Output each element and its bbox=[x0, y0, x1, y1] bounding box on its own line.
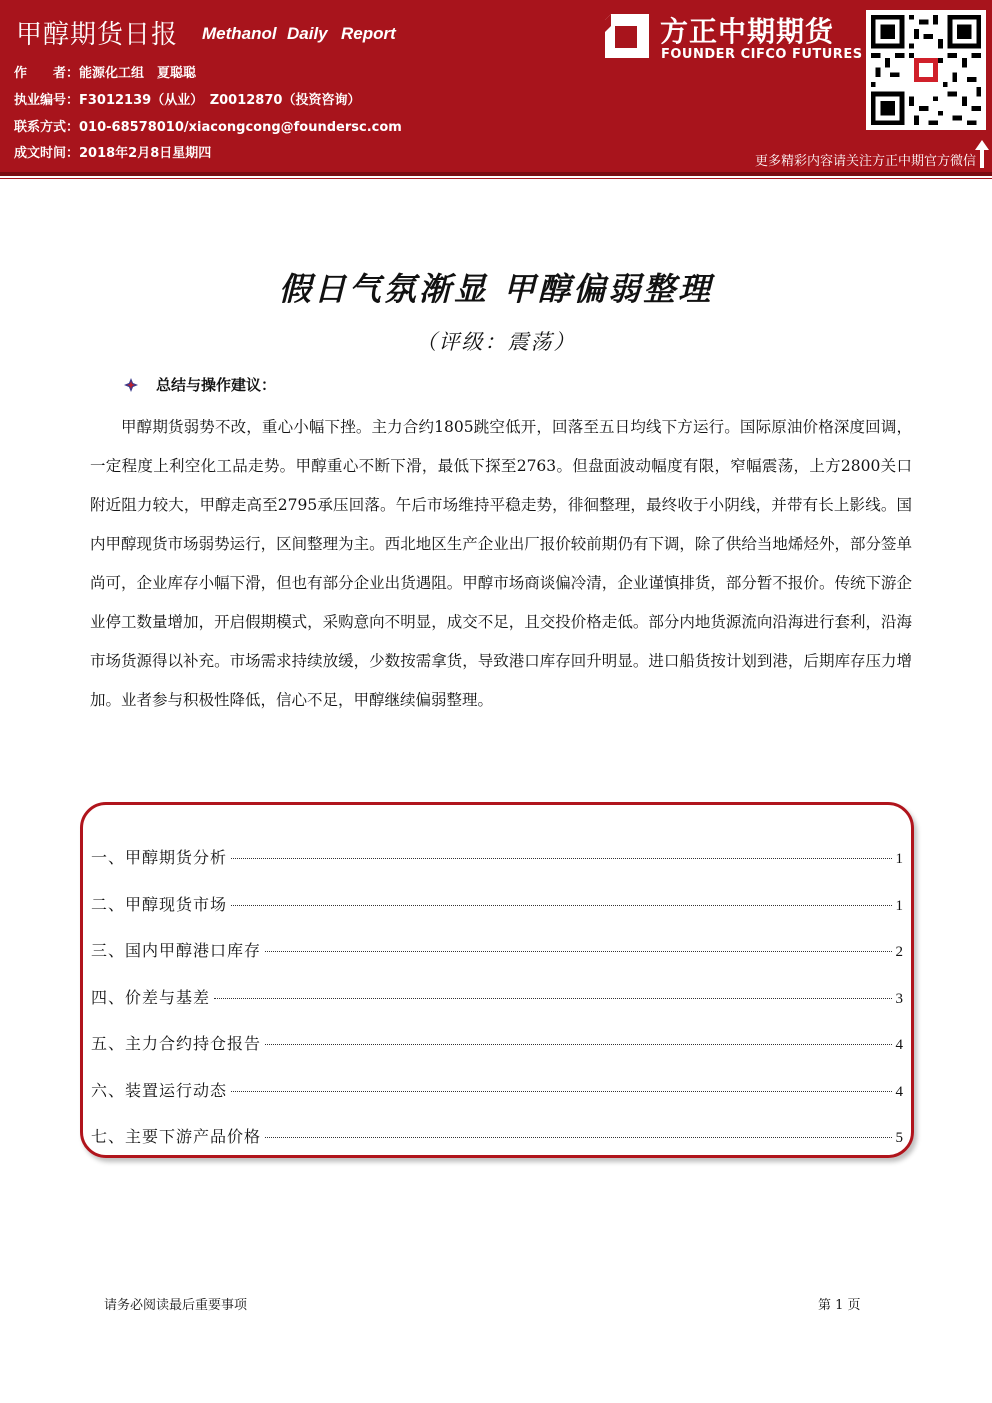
toc-leader bbox=[265, 950, 891, 952]
toc-leader bbox=[214, 997, 891, 999]
toc-item-label: 四、价差与基差 bbox=[91, 987, 211, 1007]
diamond-bullet-icon bbox=[124, 378, 138, 392]
toc-item-label: 五、主力合约持仓报告 bbox=[91, 1034, 262, 1053]
header-divider-thin bbox=[0, 178, 992, 179]
toc-item-page: 1 bbox=[895, 851, 903, 867]
arrow-up-icon bbox=[974, 138, 990, 170]
license-line: 执业编号：F3012139（从业） Z0012870（投资咨询） bbox=[14, 93, 361, 108]
toc-item[interactable] bbox=[91, 985, 903, 1032]
toc-item[interactable] bbox=[91, 938, 903, 985]
footer-page-number: 第 1 页 bbox=[818, 1298, 861, 1313]
toc-leader bbox=[231, 904, 891, 906]
founder-logo-icon bbox=[603, 12, 651, 60]
toc-item-page: 2 bbox=[895, 944, 903, 960]
report-title-cn: 甲醇期货日报 bbox=[16, 20, 179, 50]
toc-item[interactable] bbox=[91, 845, 903, 892]
report-title-en-word: Daily bbox=[287, 24, 328, 43]
toc-item[interactable] bbox=[91, 1078, 903, 1125]
summary-paragraph: 甲醇期货弱势不改，重心小幅下挫。主力合约1805跳空低开，回落至五日均线下方运行。国际原油价格深度回调，一定程度上利空化工品走势。甲醇重心不断下滑，最低下探至2763。但盘面波动幅度有限，窄幅震荡，上方2800关口附近阻力较大，甲醇走高至2795承压回落。午后市场维持平稳走势，徘徊整理，最终收于小阴线，并带有长上影线。国内甲醇现货市场弱势运行，区间整理为主。西北地区生产企业出厂报价较前期仍有下调，除了供给当地烯烃外，部分签单尚可，企业库存小幅下滑，但也有部分企业出货遇阻。甲醇市场商谈偏冷清，企业谨慎排货，部分暂不报价。传统下游企业停工数量增加，开启假期模式，采购意向不明显，成交不足，且交投价格走低。部分内地货源流向沿海进行套利，沿海市场货源得以补充。市场需求持续放缓，少数按需拿货，导致港口库存回升明显。进口船货按计划到港，后期库存压力增加。业者参与积极性降低，信心不足，甲醇继续偏弱整理。 bbox=[90, 418, 912, 709]
toc-leader bbox=[265, 1043, 891, 1045]
contact-line: 联系方式：010-68578010/xiacongcong@foundersc.com bbox=[14, 120, 402, 135]
header-divider bbox=[0, 172, 992, 176]
author-line: 作 者：能源化工组 夏聪聪 bbox=[14, 66, 197, 81]
rating: （评级：震荡） bbox=[415, 330, 577, 354]
report-header bbox=[0, 0, 992, 172]
qr-code-icon bbox=[866, 10, 986, 130]
toc-item-page: 1 bbox=[895, 897, 903, 914]
toc-item-page: 5 bbox=[895, 1130, 903, 1146]
toc-item[interactable] bbox=[91, 892, 903, 939]
brand-name-cn: 方正中期期货 bbox=[660, 15, 835, 48]
toc-list bbox=[91, 845, 903, 1171]
toc-item-page: 4 bbox=[895, 1083, 903, 1100]
follow-wechat-text: 更多精彩内容请关注方正中期官方微信 bbox=[754, 154, 976, 169]
toc-item-label: 六、装置运行动态 bbox=[91, 1080, 228, 1100]
summary-heading bbox=[124, 374, 276, 396]
report-title-en-word: Methanol bbox=[202, 24, 277, 43]
toc-item-label: 三、国内甲醇港口库存 bbox=[91, 941, 262, 960]
toc-item-label: 七、主要下游产品价格 bbox=[91, 1127, 262, 1146]
toc-leader bbox=[265, 1136, 891, 1138]
toc-item-page: 3 bbox=[895, 990, 903, 1007]
toc-item-label: 二、甲醇现货市场 bbox=[91, 894, 228, 914]
page-title: 假日气氛渐显 甲醇偏弱整理 bbox=[278, 270, 714, 308]
toc-item-page: 4 bbox=[895, 1037, 903, 1053]
summary-heading-label: 总结与操作建议： bbox=[156, 376, 277, 394]
toc-leader bbox=[231, 857, 891, 859]
brand-name-en: FOUNDER CIFCO FUTURES bbox=[661, 47, 863, 62]
toc-item-label: 一、甲醇期货分析 bbox=[91, 848, 228, 867]
report-title-en-word: Report bbox=[341, 24, 396, 43]
toc-leader bbox=[231, 1090, 891, 1092]
toc-item[interactable] bbox=[91, 1124, 903, 1171]
toc-item[interactable] bbox=[91, 1031, 903, 1078]
table-of-contents bbox=[80, 802, 914, 1158]
footer-notice: 请务必阅读最后重要事项 bbox=[104, 1298, 248, 1313]
date-line: 成文时间：2018年2月8日星期四 bbox=[14, 146, 212, 161]
